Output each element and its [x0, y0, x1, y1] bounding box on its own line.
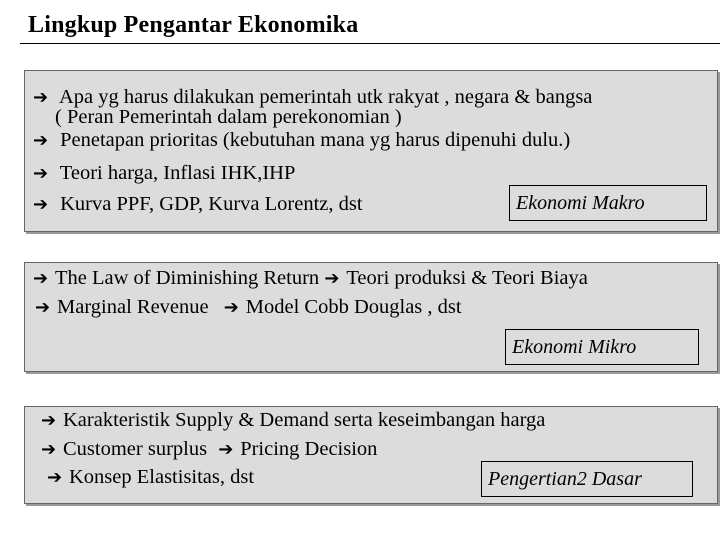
right-arrow-icon: ➔ — [218, 439, 234, 460]
bullet-line — [41, 408, 545, 433]
bullet-line — [33, 128, 570, 153]
bullet-line — [47, 465, 254, 490]
bullet-subline — [55, 105, 402, 129]
bullet-line — [33, 192, 363, 217]
bullet-text: Konsep Elastisitas, dst — [69, 466, 255, 488]
bullet-text: Pricing Decision — [240, 438, 378, 460]
right-arrow-icon: ➔ — [47, 467, 63, 488]
panel-ekonomi-makro — [24, 70, 718, 232]
bullet-line — [41, 437, 377, 462]
right-arrow-icon: ➔ — [33, 87, 49, 108]
right-arrow-icon: ➔ — [324, 268, 340, 289]
bullet-text: Karakteristik Supply & Demand serta keseimbangan harga — [63, 409, 546, 431]
bullet-text: Apa yg harus dilakukan pemerintah utk rakyat , negara & bangsa — [59, 86, 593, 108]
bullet-text: Customer surplus — [63, 438, 213, 460]
bullet-line — [35, 295, 462, 320]
bullet-line — [33, 161, 295, 186]
bullet-text: The Law of Diminishing Return — [55, 267, 325, 289]
bullet-text: ( Peran Pemerintah dalam perekonomian ) — [55, 106, 402, 128]
right-arrow-icon: ➔ — [41, 439, 57, 460]
bullet-text: Penetapan prioritas (kebutuhan mana yg harus dipenuhi dulu.) — [60, 129, 571, 151]
label-ekonomi-makro: Ekonomi Makro — [509, 185, 707, 221]
bullet-text: Kurva PPF, GDP, Kurva Lorentz, dst — [60, 193, 363, 215]
slide-title: Lingkup Pengantar Ekonomika — [28, 12, 359, 38]
bullet-text: Model Cobb Douglas , dst — [245, 296, 462, 318]
bullet-text: Marginal Revenue — [57, 296, 214, 318]
right-arrow-icon: ➔ — [33, 194, 49, 215]
label-pengertian-dasar: Pengertian2 Dasar — [481, 461, 693, 497]
right-arrow-icon: ➔ — [35, 297, 51, 318]
bullet-text: Teori produksi & Teori Biaya — [346, 267, 588, 289]
panel-pengertian-dasar — [24, 406, 718, 504]
right-arrow-icon: ➔ — [33, 130, 49, 151]
bullet-line — [33, 266, 588, 291]
right-arrow-icon: ➔ — [41, 410, 57, 431]
right-arrow-icon: ➔ — [33, 163, 49, 184]
right-arrow-icon: ➔ — [33, 268, 49, 289]
bullet-text: Teori harga, Inflasi IHK,IHP — [59, 162, 296, 184]
label-ekonomi-mikro: Ekonomi Mikro — [505, 329, 699, 365]
panel-ekonomi-mikro — [24, 262, 718, 372]
right-arrow-icon: ➔ — [223, 297, 239, 318]
title-divider — [20, 43, 720, 44]
